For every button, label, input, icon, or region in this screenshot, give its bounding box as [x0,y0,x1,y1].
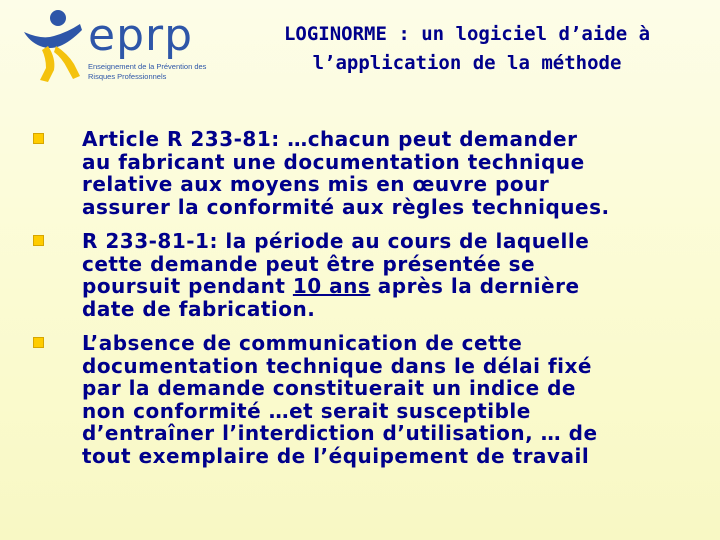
bullet-text-line: date de fabrication. [82,296,316,321]
bullet-item-r233-81-1 [32,230,712,320]
underlined-duration: 10 ans [292,274,371,298]
bullet-text-line: R 233-81-1: la période au cours de laquelle [82,229,590,253]
slide-title [232,20,702,78]
logo-wordmark: eprp [88,10,194,61]
bullet-text-line: tout exemplaire de l’équipement de travail [82,443,590,468]
bullet-text-line: documentation technique dans le délai fixé [82,353,592,378]
bullet-text-segment: poursuit pendant [82,274,293,298]
eprp-logo [20,6,220,86]
person-figure-icon [20,6,86,84]
bullet-list [32,128,712,479]
square-bullet-icon [33,133,44,144]
title-line-2: l’application de la méthode [312,52,622,74]
bullet-text-line: non conformité …et serait susceptible [82,398,531,423]
title-line-1: LOGINORME : un logiciel d’aide à [283,23,651,45]
bullet-text-line: L’absence de communication de cette [82,331,523,355]
bullet-text-segment: après la dernière [370,274,580,298]
logo-tagline: Enseignement de la Prévention des Risques Professionnels [88,62,207,81]
bullet-text-line: d’entraîner l’interdiction d’utilisation, … de [82,421,598,445]
bullet-text-line: Article R 233-81: …chacun peut demander [82,127,578,151]
bullet-text-line: au fabricant une documentation technique [82,149,585,174]
square-bullet-icon [33,337,44,348]
bullet-item-absence-communication [32,332,712,467]
bullet-text-line: assurer la conformité aux règles techniques. [82,194,610,219]
bullet-text-line: relative aux moyens mis en œuvre pour [82,172,550,196]
square-bullet-icon [33,235,44,246]
bullet-text-line: par la demande constituerait un indice de [82,376,576,400]
bullet-text-line-with-emphasis [82,275,712,298]
bullet-item-article-r233-81 [32,128,712,218]
bullet-text-line: cette demande peut être présentée se [82,251,536,276]
